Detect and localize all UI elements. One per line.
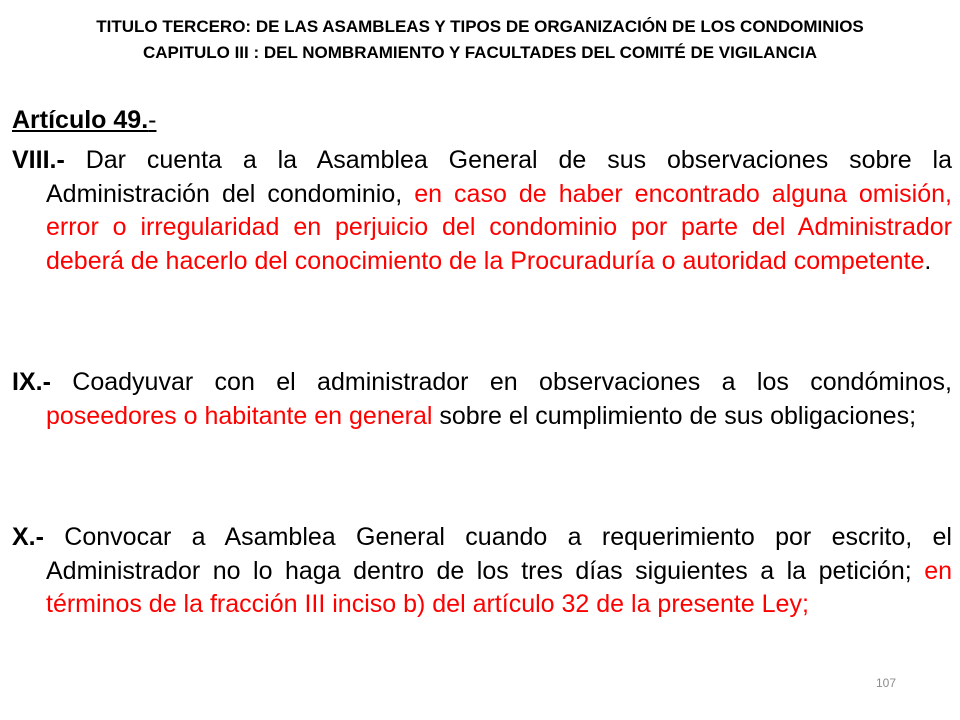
paragraph-x — [12, 521, 952, 622]
header-title: TITULO TERCERO: DE LAS ASAMBLEAS Y TIPOS DE ORGANIZACIÓN DE LOS CONDOMINIOS — [96, 17, 864, 36]
page-number: 107 — [876, 676, 897, 690]
article-title-text: Artículo 49. — [12, 106, 149, 134]
paragraph-text: Convocar a Asamblea General cuando a requerimiento por escrito, el Administrador no lo haga dentro de los tres días siguientes a la petición; — [43, 523, 952, 585]
article-title — [12, 104, 156, 136]
paragraph-number: VIII.- — [12, 146, 65, 174]
paragraph-number: X.- — [12, 523, 44, 551]
paragraph-text: sobre el cumplimiento de sus obligaciones; — [432, 401, 917, 430]
article-title-dash: - — [148, 106, 157, 134]
paragraph-text: . — [924, 246, 932, 275]
paragraph-highlight: poseedores o habitante en general — [46, 401, 433, 430]
paragraph-number: IX.- — [12, 368, 51, 396]
header-chapter: CAPITULO III : DEL NOMBRAMIENTO Y FACULTADES DEL COMITÉ DE VIGILANCIA — [142, 43, 818, 62]
paragraph-ix — [12, 366, 952, 433]
paragraph-highlight: en caso de haber encontrado alguna omisión, error o irregularidad en perjuicio del condominio por parte del Administrador deberá de hacerlo del conocimiento de la Procuraduría o autoridad competente — [46, 179, 952, 275]
paragraph-text: Coadyuvar con el administrador en observaciones a los condóminos, — [50, 368, 952, 396]
paragraph-viii — [12, 144, 952, 278]
paragraph-text: Dar cuenta a la Asamblea General de sus observaciones sobre la Administración del condominio, — [46, 146, 952, 208]
document-header — [0, 14, 960, 66]
paragraph-highlight: en términos de la fracción III inciso b) del artículo 32 de la presente Ley; — [46, 556, 952, 618]
